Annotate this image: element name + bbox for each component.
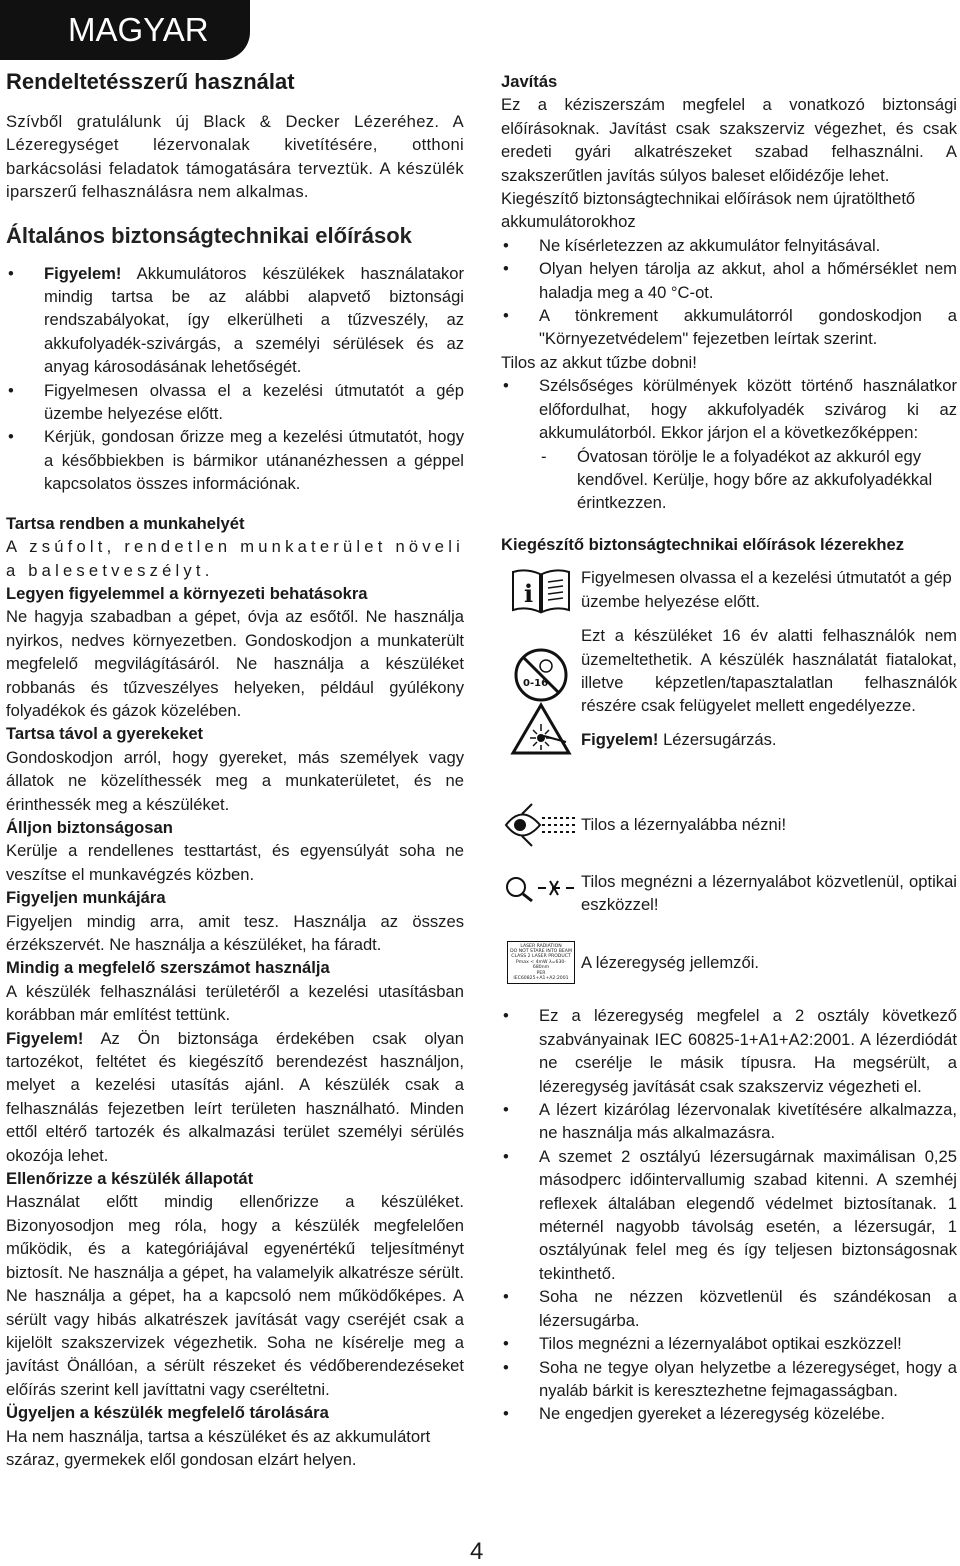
- repair-text: Ez a kéziszerszám megfelel a vonatkozó biztonsági előírásoknak. Javítást csak szakszerviz végezhet, és csak eredeti gyári alkatrészeket szabad felhasználni. A szakszerűtlen javítás súlyos baleset előidézője lehet.: [501, 95, 957, 185]
- icon-row: [501, 728, 957, 756]
- section-text: Kerülje a rendellenes testtartást, és egyensúlyát soha ne veszítse el munkavégzés közben.: [6, 841, 464, 884]
- laser-label: [507, 941, 575, 985]
- list-item: [6, 379, 464, 426]
- icon-row: [501, 870, 957, 917]
- icon-row-text: Figyelmesen olvassa el a kezelési útmutatót a gép üzembe helyezése előtt.: [581, 568, 952, 611]
- battery-list: [501, 234, 957, 351]
- laser-label-line: DO NOT STARE INTO BEAM: [510, 948, 572, 954]
- list-item: • Szélsőséges körülmények között történő használatkor előfordulhat, hogy akkufolyadék szivárog ki az akkumulátorból. Ekkor járjon el a következőképpen:: [501, 374, 957, 444]
- section-heading: Mindig a megfelelő szerszámot használja: [6, 958, 330, 978]
- section-heading: Legyen figyelemmel a környezeti behatásokra: [6, 583, 368, 603]
- icon-row-text: Tilos a lézernyalábba nézni!: [581, 815, 787, 835]
- list-item-text: Kérjük, gondosan őrizze meg a kezelési útmutatót, hogy a későbbiekben is bármikor utánanézhessen a géppel kapcsolatos összes információnak.: [44, 427, 464, 494]
- icon-row-text: Ezt a készüléket 16 év alatti felhasználók nem üzemeltethetik. A készülék használatát fiatalokat, illetve képzetlen/tapasztalatlan felhasználók részére csak felügyelet mellett engedélyezze.: [581, 626, 957, 716]
- section: [6, 956, 464, 1026]
- list-item: • A lézert kizárólag lézervonalak kivetítésére alkalmazza, ne használja más alkalmazásra.: [501, 1098, 957, 1145]
- section-heading: Tartsa rendben a munkahelyét: [6, 513, 245, 533]
- list-item-text: Akkumulátoros készülékek használatakor mindig tartsa be az alábbi alapvető biztonsági rendszabályokat, így elkerülheti a tűzveszély, az akkufolyadék-szivárgás, a személyi sérülések és az anyag károsodásának lehetőségét.: [44, 263, 464, 377]
- no-children-icon: [501, 624, 581, 704]
- warning-label: Figyelem!: [6, 1028, 84, 1048]
- section: [6, 1027, 464, 1167]
- list-item: • Tilos megnézni a lézernyalábot optikai eszközzel!: [501, 1332, 957, 1355]
- page-title: Rendeltetésszerű használat: [6, 69, 295, 94]
- laser-label-line: LASER RADIATION: [520, 943, 562, 949]
- icon-row-text-body: Lézersugárzás.: [658, 729, 777, 749]
- svg-text:i: i: [524, 579, 534, 609]
- section: [6, 582, 464, 722]
- section-heading: Ellenőrizze a készülék állapotát: [6, 1169, 254, 1189]
- laser-warning-icon: [501, 702, 581, 756]
- section-text-body: Az Ön biztonsága érdekében csak olyan tartozékot, feltétet és kiegészítő berendezést használjon, melyet a kezelési utasítás ajánl. A készülék csak a felhasználás fejezetben leírt területen használható. Minden ettől eltérő tartozék és alkalmazási terület személyi sérülés okozója lehet.: [6, 1028, 464, 1165]
- optical-instrument-icon: [501, 870, 581, 904]
- section: [6, 722, 464, 816]
- list-item: - Óvatosan törölje le a folyadékot az akkuról egy kendővel. Kerülje, hogy bőre az akkufolyadékkal érintkezzen.: [539, 445, 957, 515]
- intro-text: Szívből gratulálunk új Black & Decker Lézeréhez. A Lézeregységet lézervonalak kivetítésére, otthoni barkácsolási feladatok támogatására terveztük. A készülék iparszerű felhasználásra nem alkalmas.: [6, 112, 464, 202]
- list-item: • Ez a lézeregység megfelel a 2 osztály következő szabványainak IEC 60825-1+A1+A2:2001. A lézerdiódát ne cserélje le másik típusra. Ha megsérült, a lézeregység javítását csak szakszerviz végezheti el.: [501, 1004, 957, 1098]
- page-number: 4: [470, 1538, 484, 1565]
- section: [6, 1167, 464, 1401]
- section-text: A zsúfolt, rendetlen munkaterület növeli a balesetveszélyt.: [6, 537, 464, 580]
- icon-row: [501, 800, 957, 850]
- laser-label-line: Pmax < 4mW λ=630-680nm: [516, 959, 566, 971]
- eye-beam-icon: [501, 800, 581, 850]
- section-heading: Ügyeljen a készülék megfelelő tárolására: [6, 1403, 329, 1423]
- extreme-list: [501, 374, 957, 444]
- section-text: Gondoskodjon arról, hogy gyereket, más személyek vagy állatok ne közelíthessék meg a munkaterületet, és ne érinthessék meg a készüléket.: [6, 747, 464, 814]
- section-text: Ha nem használja, tartsa a készüléket és az akkumulátort száraz, gyermekek elől gondosan elzárt helyen.: [6, 1426, 431, 1469]
- laser-label-icon: [501, 941, 581, 985]
- section: [6, 816, 464, 886]
- section-heading: Álljon biztonságosan: [6, 817, 173, 837]
- extreme-sublist: [539, 445, 957, 515]
- list-item: [6, 262, 464, 379]
- list-item: • Soha ne tegye olyan helyzetbe a lézeregységet, hogy a nyaláb bárkit is keresztezhetne fejmagasságban.: [501, 1356, 957, 1403]
- section-text: Használat előtt mindig ellenőrizze a készüléket. Bizonyosodjon meg róla, hogy a készülék megfelelően működik, és a kategóriájával egyenértékű teljesítményt biztosít. Ne használja a gépet, ha valamelyik alkatrésze sérült. Ne használja a gépet, ha a kapcsoló nem működőképes. A sérült vagy hibás alkatrészek javítását vagy cseréjét csak a kijelölt szakszervizek végezhetik. Soha ne kísérelje meg a javítást Önállóan, a sérült részeket és védőberendezéseket előírás szerint kell javíttatni vagy cseréltetni.: [6, 1192, 464, 1399]
- right-column: [501, 70, 957, 1426]
- section-heading: Figyeljen munkájára: [6, 888, 166, 908]
- section: [6, 1401, 464, 1471]
- language-tab: MAGYAR: [0, 0, 250, 60]
- repair-heading: Javítás: [501, 72, 558, 91]
- safety-sections: [6, 512, 464, 1472]
- section-text: [6, 1027, 464, 1167]
- safety-list: [6, 262, 464, 496]
- age-label: 0-16: [523, 678, 549, 690]
- list-item: • A szemet 2 osztályú lézersugárnak maximálisan 0,25 másodperc időintervallumig szabad kitenni. A szemhéj reflexek általában elegendő védelmet biztosítanak. 1 méternél nagyobb távolság esetén, a lézersugár, 1 osztályúnak felel meg és így teljesen biztonságosnak tekinthető.: [501, 1145, 957, 1285]
- warning-label: Figyelem!: [581, 729, 659, 749]
- manual-book-icon: [501, 566, 581, 616]
- section-text: Ne hagyja szabadban a gépet, óvja az esőtől. Ne használja nyirkos, nedves környezetben. Gondoskodjon a munkaterült megfelelő megvilágításáról. Ne használja a készüléket robbanás és tűzveszélyes helyeken, például gyúlékony folyadékok és gázok közelében.: [6, 607, 464, 720]
- section: [6, 512, 464, 582]
- icon-row-text: A lézeregység jellemzői.: [581, 952, 760, 972]
- left-column: [6, 68, 464, 1471]
- list-item: • Ne engedjen gyereket a lézeregység közelébe.: [501, 1402, 957, 1425]
- icon-row-text: Tilos megnézni a lézernyalábot közvetlenül, optikai eszközzel!: [581, 871, 957, 915]
- section-text: Figyeljen mindig arra, amit tesz. Használja az összes érzékszervét. Ne használja a készüléket, ha fáradt.: [6, 911, 464, 954]
- warning-label: Figyelem!: [44, 263, 122, 283]
- battery-intro: Kiegészítő biztonságtechnikai előírások nem újratölthető akkumulátorokhoz: [501, 189, 916, 232]
- list-item: • Ne kísérletezzen az akkumulátor felnyitásával.: [501, 234, 957, 257]
- laser-list: [501, 1004, 957, 1425]
- section-text: A készülék felhasználási területéről a kezelési utasításban korábban már említést tettünk.: [6, 981, 464, 1025]
- icon-row: [501, 941, 957, 985]
- list-item-text: Figyelmesen olvassa el a kezelési útmutatót a gép üzembe helyezése előtt.: [44, 380, 464, 424]
- icon-row-text: [581, 728, 957, 751]
- section: [6, 886, 464, 956]
- list-item: • Olyan helyen tárolja az akkut, ahol a hőmérséklet nem haladja meg a 40 °C-ot.: [501, 257, 957, 304]
- list-item: • A tönkrement akkumulátorról gondoskodjon a "Környezetvédelem" fejezetben leírtak szerint.: [501, 304, 957, 351]
- laser-label-line: PER IEC60825+A1+A2:2001: [513, 970, 569, 981]
- icon-row: [501, 566, 957, 616]
- laser-heading: Kiegészítő biztonságtechnikai előírások lézerekhez: [501, 534, 904, 554]
- list-item: [6, 425, 464, 495]
- fire-warning: Tilos az akkut tűzbe dobni!: [501, 352, 697, 372]
- section-heading: Tartsa távol a gyerekeket: [6, 724, 204, 744]
- safety-heading: Általános biztonságtechnikai előírások: [6, 222, 412, 248]
- laser-label-line: CLASS 2 LASER PRODUCT: [511, 954, 571, 960]
- list-item: • Soha ne nézzen közvetlenül és szándékosan a lézersugárba.: [501, 1285, 957, 1332]
